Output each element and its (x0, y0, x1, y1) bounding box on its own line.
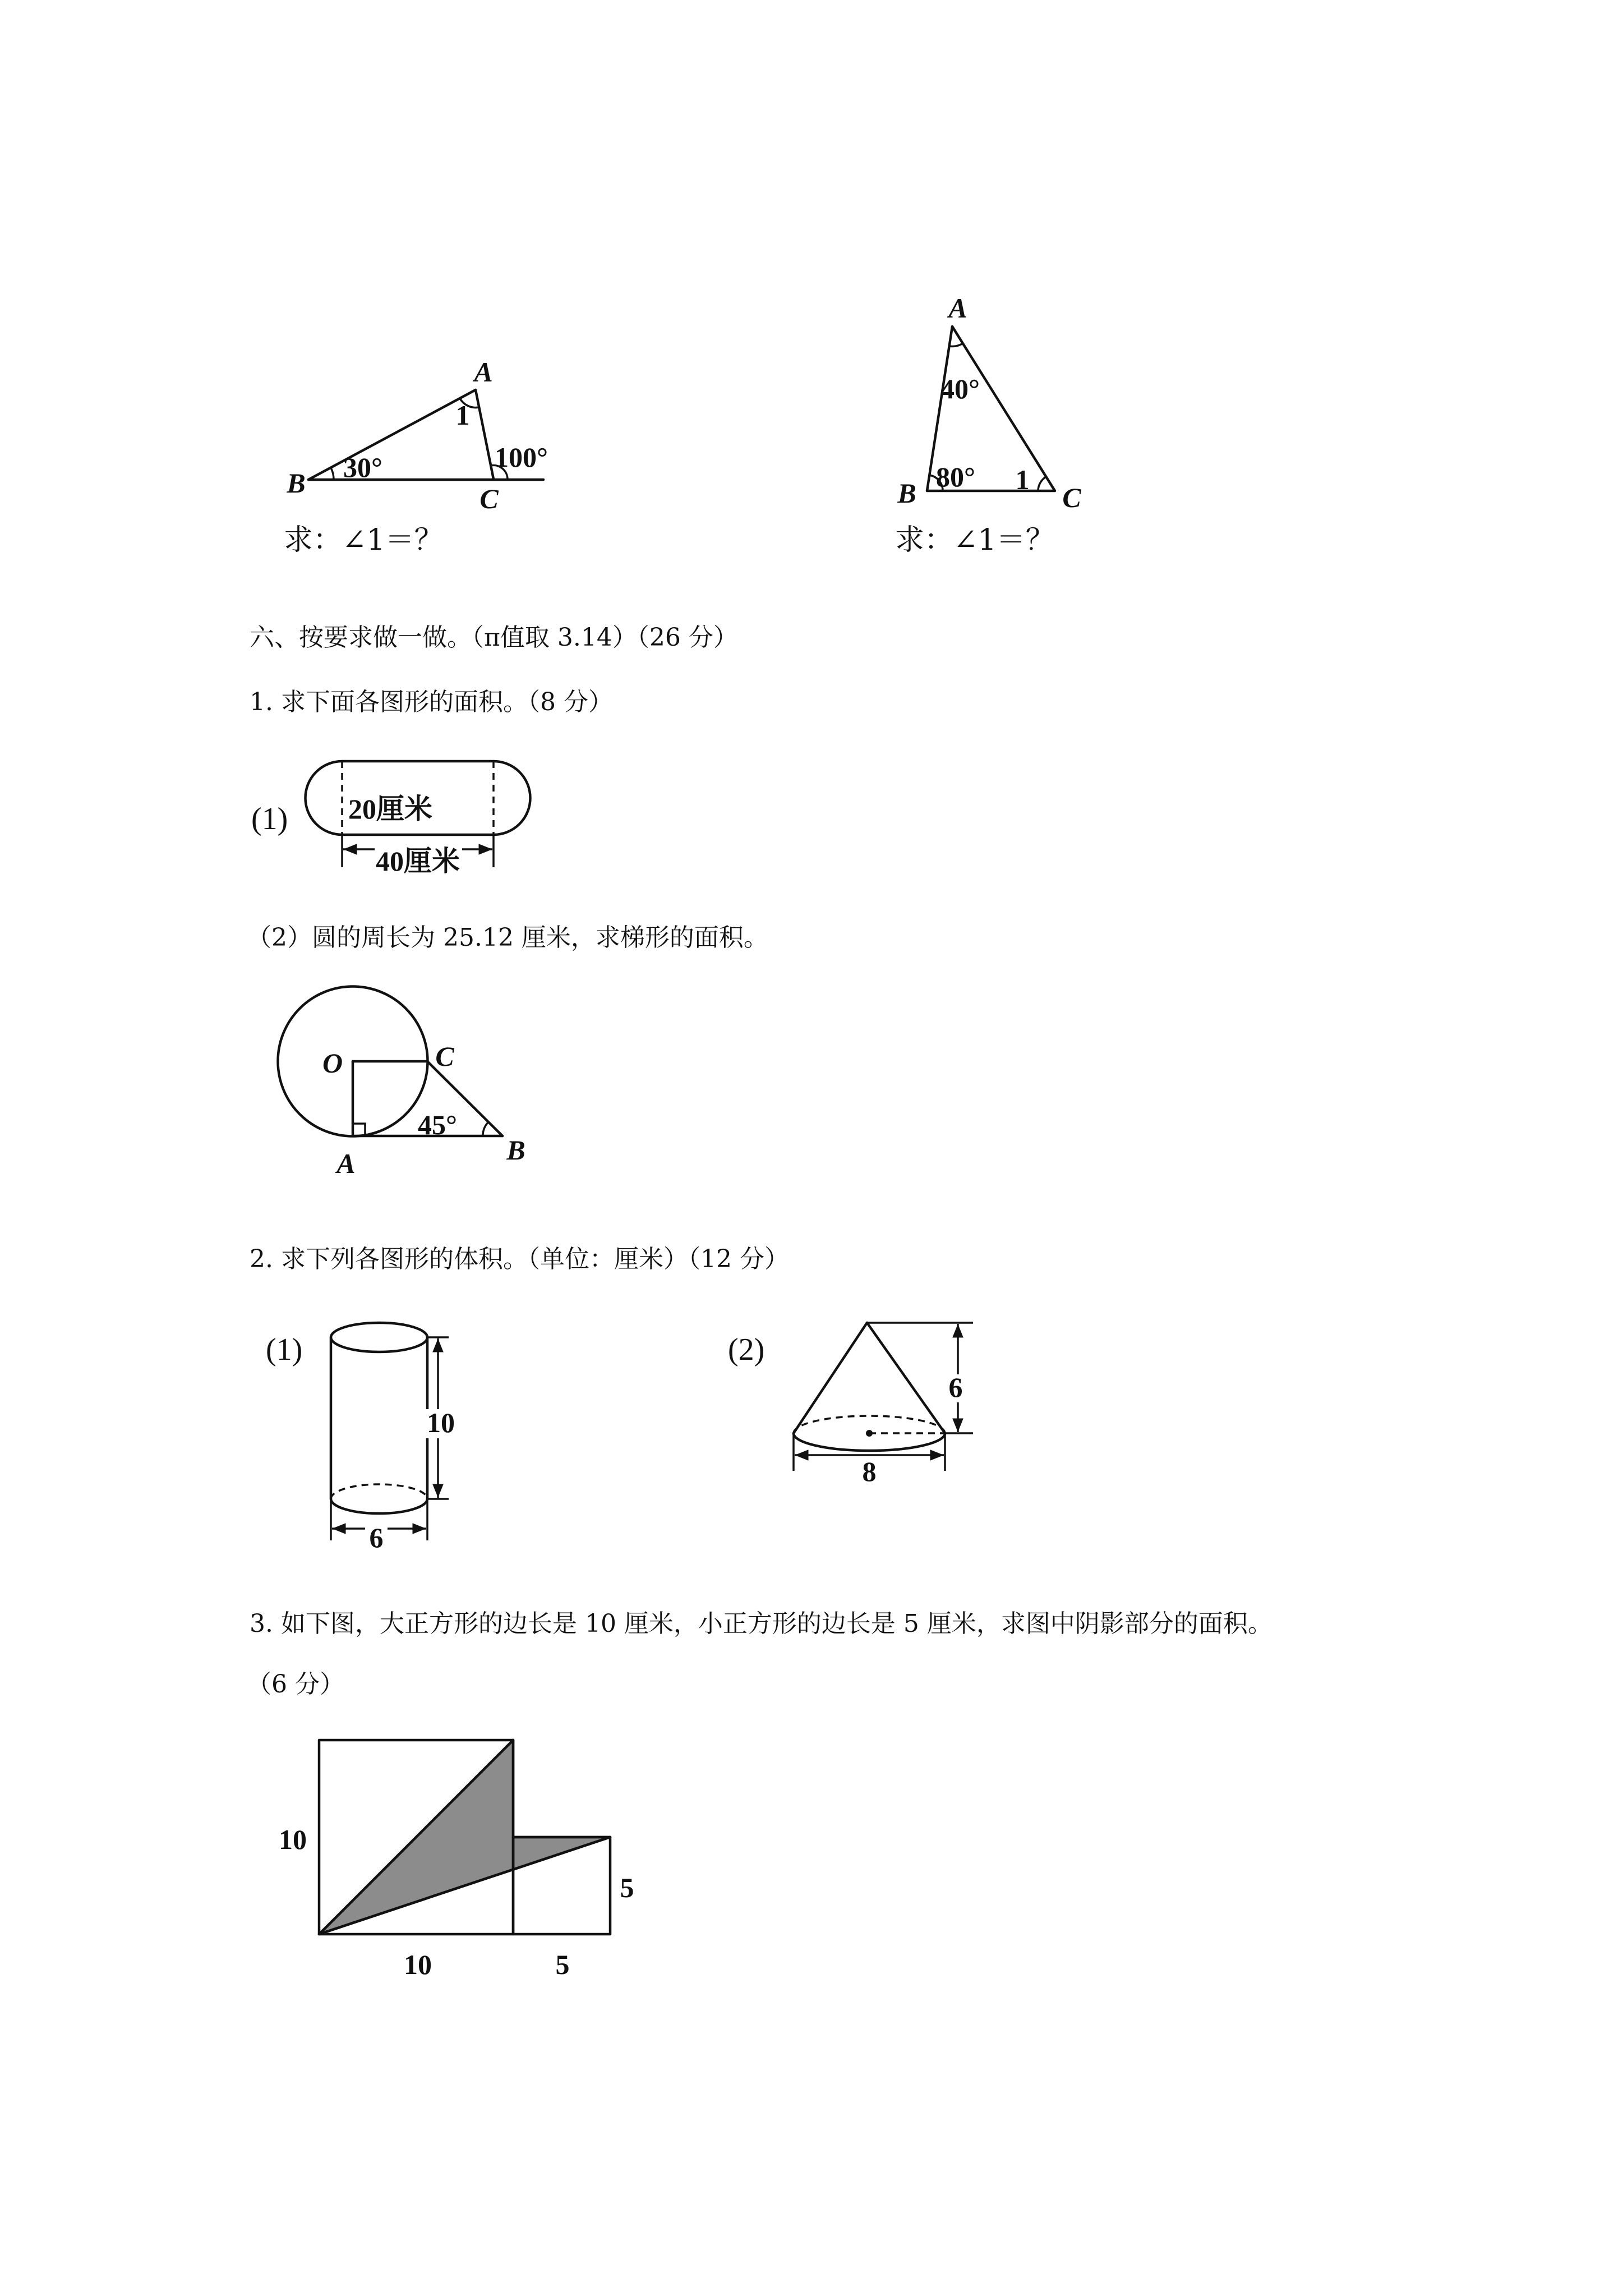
point-o-label: O (322, 1047, 343, 1079)
angle-1-label: 1 (455, 399, 470, 431)
cylinder-label: (1) (266, 1332, 303, 1367)
figure-stadium (251, 761, 531, 877)
vertex-a-label: A (474, 356, 493, 388)
cylinder-top (331, 1323, 427, 1352)
angle-a-label: 40° (940, 373, 980, 404)
small-side-right-label: 5 (620, 1872, 634, 1903)
big-side-left-label: 10 (279, 1824, 307, 1855)
figure-circle-trapezoid (278, 987, 525, 1180)
side-ba (308, 390, 476, 480)
small-side-bottom-label: 5 (555, 1949, 570, 1980)
height-label: 10 (427, 1407, 455, 1438)
figure-triangle-left (284, 356, 548, 557)
figure-cylinder (266, 1323, 458, 1553)
figure-triangle-right (895, 292, 1081, 557)
point-b-label: B (506, 1134, 525, 1166)
width-label: 20厘米 (348, 793, 432, 825)
diameter-label: 8 (862, 1456, 877, 1487)
vertex-b-label: B (287, 467, 306, 499)
vertex-c-label: C (1062, 482, 1081, 513)
angle-b-label: 30° (343, 452, 382, 483)
point-c-label: C (435, 1041, 454, 1072)
cone-left-side (794, 1323, 867, 1433)
cylinder-bottom-front (331, 1499, 427, 1513)
figure-cone (728, 1323, 973, 1487)
cylinder-bottom-back (331, 1484, 427, 1499)
vertex-c-label: C (479, 483, 499, 514)
vertex-b-label: B (897, 477, 916, 509)
cone-right-side (867, 1323, 945, 1433)
height-label: 6 (948, 1372, 963, 1403)
question-3-title: 3. 如下图，大正方形的边长是 10 厘米，小正方形的边长是 5 厘米，求图中阴影部分的面积。 (250, 1609, 1272, 1638)
angle-b-arc (483, 1122, 488, 1136)
question-text: 求：∠1＝？ (284, 523, 444, 557)
part-1-label: (1) (251, 802, 288, 836)
angle-a-arc (949, 343, 963, 346)
right-angle-marker (353, 1124, 365, 1136)
figure-squares (279, 1740, 634, 1980)
length-label: 40厘米 (376, 845, 460, 877)
big-side-bottom-label: 10 (404, 1949, 432, 1980)
diameter-label: 6 (369, 1522, 384, 1553)
vertex-a-label: A (948, 292, 967, 324)
question-1-part-2-text: （2）圆的周长为 25.12 厘米，求梯形的面积。 (247, 923, 768, 952)
question-2-title: 2. 求下列各图形的体积。（单位：厘米）（12 分） (250, 1245, 789, 1273)
question-3-points: （6 分） (247, 1670, 344, 1699)
point-a-label: A (336, 1148, 356, 1179)
angle-b-arc (331, 468, 334, 480)
angle-1-label: 1 (1015, 464, 1030, 495)
cone-label: (2) (728, 1332, 765, 1367)
angle-b-label: 45° (418, 1109, 457, 1140)
question-text: 求：∠1＝？ (895, 523, 1055, 557)
section-6-heading: 六、按要求做一做。（π值取 3.14）（26 分） (250, 623, 738, 652)
question-1-title: 1. 求下面各图形的面积。（8 分） (250, 688, 613, 716)
cone-base-center (866, 1430, 873, 1437)
angle-b-label: 80° (936, 461, 975, 493)
angle-1-arc (1038, 477, 1046, 491)
angle-c-label: 100° (495, 441, 548, 473)
